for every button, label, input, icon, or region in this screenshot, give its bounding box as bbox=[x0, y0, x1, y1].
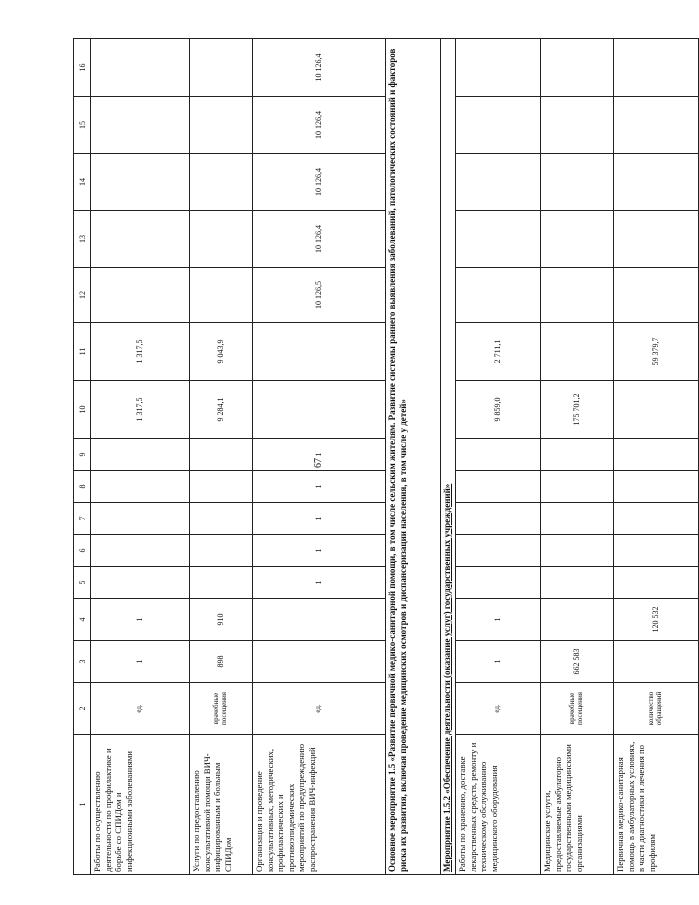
activity-name-cell: Работы по хранению, доставке лекарственных средств, ремонту и техническому обслуживанию медицинского оборудования bbox=[456, 735, 541, 875]
value-cell-col7 bbox=[91, 503, 190, 535]
value-cell-col15 bbox=[614, 97, 699, 154]
table-row bbox=[253, 39, 386, 875]
value-cell-col4: 910 bbox=[190, 599, 253, 641]
value-cell-col11 bbox=[253, 323, 386, 381]
value-cell-col4: 1 bbox=[91, 599, 190, 641]
value-cell-col16 bbox=[91, 39, 190, 97]
value-cell-col3 bbox=[614, 641, 699, 683]
column-number-8: 8 bbox=[74, 471, 91, 503]
table-row bbox=[456, 39, 541, 875]
unit-cell: врачебные посещения bbox=[541, 683, 614, 735]
value-cell-col11: 2 711,1 bbox=[456, 323, 541, 381]
value-cell-col10: 175 701,2 bbox=[541, 381, 614, 439]
value-cell-col15 bbox=[541, 97, 614, 154]
section-row bbox=[386, 39, 441, 875]
value-cell-col11: 1 317,5 bbox=[91, 323, 190, 381]
value-cell-col5 bbox=[541, 567, 614, 599]
column-number-2: 2 bbox=[74, 683, 91, 735]
value-cell-col4 bbox=[541, 599, 614, 641]
unit-cell: ед. bbox=[91, 683, 190, 735]
column-number-3: 3 bbox=[74, 641, 91, 683]
subsection-row bbox=[441, 39, 456, 875]
value-cell-col5 bbox=[190, 567, 253, 599]
value-cell-col11: 59 379,7 bbox=[614, 323, 699, 381]
value-cell-col6 bbox=[91, 535, 190, 567]
rotated-table-container bbox=[73, 38, 663, 875]
value-cell-col12: 10 126,5 bbox=[253, 268, 386, 323]
unit-cell: ед. bbox=[253, 683, 386, 735]
value-cell-col14: 10 126,4 bbox=[253, 154, 386, 211]
table-row bbox=[541, 39, 614, 875]
unit-cell: ед. bbox=[456, 683, 541, 735]
value-cell-col13 bbox=[91, 211, 190, 268]
column-number-7: 7 bbox=[74, 503, 91, 535]
column-number-row bbox=[74, 39, 91, 875]
value-cell-col13 bbox=[190, 211, 253, 268]
value-cell-col8 bbox=[91, 471, 190, 503]
value-cell-col9 bbox=[541, 439, 614, 471]
value-cell-col9 bbox=[456, 439, 541, 471]
value-cell-col7: 1 bbox=[253, 503, 386, 535]
value-cell-col10 bbox=[253, 381, 386, 439]
value-cell-col6: 1 bbox=[253, 535, 386, 567]
value-cell-col7 bbox=[614, 503, 699, 535]
value-cell-col5 bbox=[91, 567, 190, 599]
value-cell-col14 bbox=[614, 154, 699, 211]
subsection-title: Мероприятие 1.5.2 «Обеспечение деятельности (оказание услуг) государственных учреждений» bbox=[441, 39, 456, 875]
value-cell-col5 bbox=[456, 567, 541, 599]
value-cell-col12 bbox=[91, 268, 190, 323]
value-cell-col9 bbox=[91, 439, 190, 471]
value-cell-col10: 1 317,5 bbox=[91, 381, 190, 439]
value-cell-col16: 10 126,4 bbox=[253, 39, 386, 97]
value-cell-col13: 10 126,4 bbox=[253, 211, 386, 268]
value-cell-col4: 120 532 bbox=[614, 599, 699, 641]
value-cell-col16 bbox=[614, 39, 699, 97]
value-cell-col14 bbox=[541, 154, 614, 211]
value-cell-col14 bbox=[190, 154, 253, 211]
value-cell-col16 bbox=[541, 39, 614, 97]
value-cell-col3: 898 bbox=[190, 641, 253, 683]
value-cell-col8 bbox=[190, 471, 253, 503]
value-cell-col14 bbox=[456, 154, 541, 211]
activity-name-cell: Работы по осуществлению деятельности по профилактике и борьбе со СПИДом и инфекционными заболеваниями bbox=[91, 735, 190, 875]
value-cell-col13 bbox=[541, 211, 614, 268]
table-row bbox=[190, 39, 253, 875]
value-cell-col7 bbox=[541, 503, 614, 535]
value-cell-col3: 1 bbox=[456, 641, 541, 683]
value-cell-col12 bbox=[541, 268, 614, 323]
value-cell-col7 bbox=[456, 503, 541, 535]
value-cell-col10 bbox=[614, 381, 699, 439]
value-cell-col6 bbox=[456, 535, 541, 567]
page-number: 67 bbox=[313, 458, 324, 468]
value-cell-col3: 1 bbox=[91, 641, 190, 683]
activity-name-cell: Первичная медико-санитарная помощь в амбулаторных условиях, в части диагностики и лечения по профилям bbox=[614, 735, 699, 875]
table-row bbox=[91, 39, 190, 875]
unit-cell: врачебные посещения bbox=[190, 683, 253, 735]
measures-table bbox=[73, 38, 699, 875]
column-number-10: 10 bbox=[74, 381, 91, 439]
value-cell-col11 bbox=[541, 323, 614, 381]
value-cell-col15 bbox=[190, 97, 253, 154]
value-cell-col13 bbox=[614, 211, 699, 268]
value-cell-col9 bbox=[190, 439, 253, 471]
value-cell-col14 bbox=[91, 154, 190, 211]
section-title: Основное мероприятие 1.5 «Развитие первичной медико-санитарной помощи, в том числе сельским жителям. Развитие системы раннего выявления заболеваний, патологических состояний и факторов риска их развития, включая проведение медицинских осмотров и диспансеризации населения, в том числе у детей» bbox=[386, 39, 441, 875]
value-cell-col6 bbox=[190, 535, 253, 567]
value-cell-col10: 9 859,0 bbox=[456, 381, 541, 439]
value-cell-col10: 9 284,1 bbox=[190, 381, 253, 439]
value-cell-col13 bbox=[456, 211, 541, 268]
value-cell-col8: 1 bbox=[253, 471, 386, 503]
value-cell-col8 bbox=[456, 471, 541, 503]
value-cell-col12 bbox=[190, 268, 253, 323]
activity-name-cell: Услуги по предоставлению консультативной помощи ВИЧ-инфицированным и больным СПИДом bbox=[190, 735, 253, 875]
value-cell-col9 bbox=[614, 439, 699, 471]
column-number-13: 13 bbox=[74, 211, 91, 268]
value-cell-col6 bbox=[614, 535, 699, 567]
value-cell-col3 bbox=[253, 641, 386, 683]
value-cell-col8 bbox=[614, 471, 699, 503]
column-number-15: 15 bbox=[74, 97, 91, 154]
value-cell-col5 bbox=[614, 567, 699, 599]
value-cell-col4: 1 bbox=[456, 599, 541, 641]
value-cell-col4 bbox=[253, 599, 386, 641]
column-number-1: 1 bbox=[74, 735, 91, 875]
column-number-14: 14 bbox=[74, 154, 91, 211]
column-number-11: 11 bbox=[74, 323, 91, 381]
table-row bbox=[614, 39, 699, 875]
column-number-4: 4 bbox=[74, 599, 91, 641]
column-number-9: 9 bbox=[74, 439, 91, 471]
value-cell-col15 bbox=[91, 97, 190, 154]
activity-name-cell: Организация и проведение консультативных, методических, профилактических и противоэпидемических мероприятий по предупреждению распространения ВИЧ-инфекций bbox=[253, 735, 386, 875]
value-cell-col12 bbox=[456, 268, 541, 323]
unit-cell: количество обращений bbox=[614, 683, 699, 735]
value-cell-col16 bbox=[190, 39, 253, 97]
column-number-6: 6 bbox=[74, 535, 91, 567]
column-number-5: 5 bbox=[74, 567, 91, 599]
value-cell-col6 bbox=[541, 535, 614, 567]
value-cell-col15 bbox=[456, 97, 541, 154]
value-cell-col16 bbox=[456, 39, 541, 97]
column-number-12: 12 bbox=[74, 268, 91, 323]
value-cell-col11: 9 043,9 bbox=[190, 323, 253, 381]
value-cell-col7 bbox=[190, 503, 253, 535]
activity-name-cell: Медицинские услуги, предоставляемые амбулаторно государственными медицинскими организациями bbox=[541, 735, 614, 875]
value-cell-col15: 10 126,4 bbox=[253, 97, 386, 154]
value-cell-col3: 662 583 bbox=[541, 641, 614, 683]
value-cell-col12 bbox=[614, 268, 699, 323]
column-number-16: 16 bbox=[74, 39, 91, 97]
value-cell-col8 bbox=[541, 471, 614, 503]
value-cell-col9: 1 bbox=[253, 439, 386, 471]
value-cell-col5: 1 bbox=[253, 567, 386, 599]
